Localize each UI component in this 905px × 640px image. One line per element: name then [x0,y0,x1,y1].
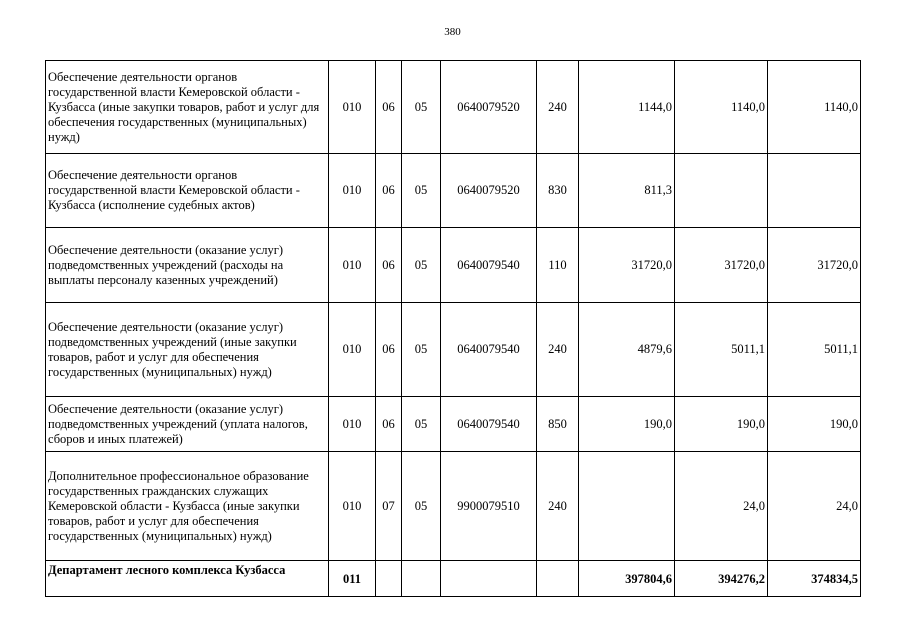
amount-year-2: 5011,1 [675,303,768,397]
expense-type-code: 110 [537,228,579,303]
amount-year-2 [675,154,768,228]
amount-year-3 [768,154,861,228]
ministry-code: 010 [329,452,376,561]
amount-year-1: 190,0 [579,397,675,452]
amount-year-1: 31720,0 [579,228,675,303]
expense-type-code: 240 [537,303,579,397]
expense-type-code [537,561,579,597]
table-row [46,154,861,228]
subsection-code: 05 [402,303,441,397]
ministry-code: 010 [329,154,376,228]
amount-year-3: 5011,1 [768,303,861,397]
target-article-code: 0640079540 [441,228,537,303]
total-year-2: 394276,2 [675,561,768,597]
target-article-code: 0640079520 [441,154,537,228]
target-article-code: 0640079520 [441,61,537,154]
total-year-1: 397804,6 [579,561,675,597]
table-row [46,228,861,303]
ministry-code: 010 [329,303,376,397]
section-code: 06 [376,228,402,303]
expense-type-code: 240 [537,61,579,154]
section-code: 06 [376,397,402,452]
amount-year-3: 190,0 [768,397,861,452]
amount-year-2: 24,0 [675,452,768,561]
amount-year-2: 31720,0 [675,228,768,303]
section-code [376,561,402,597]
row-name: Обеспечение деятельности (оказание услуг) подведомственных учреждений (уплата налогов, сборов и иных платежей) [46,397,329,452]
section-code: 06 [376,61,402,154]
row-name: Обеспечение деятельности органов государственной власти Кемеровской области - Кузбасса (иные закупки товаров, работ и услуг для обеспечения государственных (муниципальных) нужд) [46,61,329,154]
subsection-code [402,561,441,597]
expense-type-code: 850 [537,397,579,452]
ministry-code: 010 [329,61,376,154]
subsection-code: 05 [402,228,441,303]
table-row [46,452,861,561]
subsection-code: 05 [402,397,441,452]
table-row [46,61,861,154]
target-article-code: 9900079510 [441,452,537,561]
section-code: 06 [376,154,402,228]
page-number: 380 [444,26,461,38]
amount-year-3: 24,0 [768,452,861,561]
amount-year-1: 1144,0 [579,61,675,154]
section-code: 06 [376,303,402,397]
expense-type-code: 830 [537,154,579,228]
total-year-3: 374834,5 [768,561,861,597]
target-article-code [441,561,537,597]
total-row [46,561,861,597]
ministry-code: 010 [329,397,376,452]
amount-year-1: 4879,6 [579,303,675,397]
row-name: Обеспечение деятельности (оказание услуг) подведомственных учреждений (иные закупки товаров, работ и услуг для обеспечения государственных (муниципальных) нужд) [46,303,329,397]
department-name: Департамент лесного комплекса Кузбасса [46,561,329,597]
table-row [46,397,861,452]
subsection-code: 05 [402,452,441,561]
amount-year-1 [579,452,675,561]
amount-year-3: 31720,0 [768,228,861,303]
ministry-code: 011 [329,561,376,597]
amount-year-2: 190,0 [675,397,768,452]
table-row [46,303,861,397]
subsection-code: 05 [402,61,441,154]
section-code: 07 [376,452,402,561]
amount-year-3: 1140,0 [768,61,861,154]
target-article-code: 0640079540 [441,303,537,397]
row-name: Обеспечение деятельности (оказание услуг) подведомственных учреждений (расходы на выплаты персоналу казенных учреждений) [46,228,329,303]
row-name: Дополнительное профессиональное образование государственных гражданских служащих Кемеровской области - Кузбасса (иные закупки товаров, работ и услуг для обеспечения государственных (муниципальных) нужд) [46,452,329,561]
expense-type-code: 240 [537,452,579,561]
row-name: Обеспечение деятельности органов государственной власти Кемеровской области - Кузбасса (исполнение судебных актов) [46,154,329,228]
amount-year-1: 811,3 [579,154,675,228]
budget-table [45,60,861,597]
target-article-code: 0640079540 [441,397,537,452]
amount-year-2: 1140,0 [675,61,768,154]
subsection-code: 05 [402,154,441,228]
ministry-code: 010 [329,228,376,303]
